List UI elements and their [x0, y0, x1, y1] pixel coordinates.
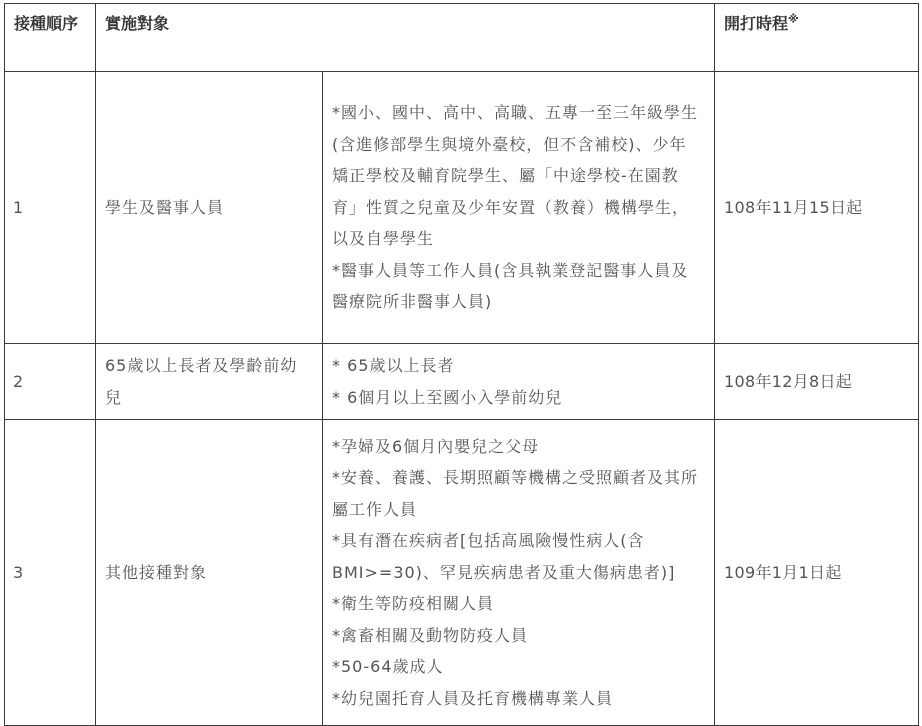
row-start-date: 108年12月8日起 [715, 344, 919, 420]
row-group: 其他接種對象 [96, 420, 323, 726]
target-item: *50-64歲成人 [332, 657, 444, 677]
row-start-date: 109年1月1日起 [715, 420, 919, 726]
target-item: *幼兒園托育人員及托育機構專業人員 [332, 688, 614, 708]
target-item: *國小、國中、高中、高職、五專一至三年級學生(含進修部學生與境外臺校，但不含補校)、少年矯正學校及輔育院學生、屬「中途學校-在園教育」性質之兒童及少年安置（教養）機構學生，以及自學學生 [332, 103, 699, 249]
row-targets [323, 72, 715, 344]
row-order: 1 [5, 72, 96, 344]
table-header-row [5, 4, 919, 72]
target-item: *具有潛在疾病者[包括高風險慢性病人(含BMI>=30)、罕見疾病患者及重大傷病患者)] [332, 531, 676, 582]
vaccination-schedule-table [4, 3, 919, 726]
table-row [5, 420, 919, 726]
row-targets [323, 420, 715, 726]
target-item: *安養、養護、長期照顧等機構之受照顧者及其所屬工作人員 [332, 468, 699, 519]
header-order: 接種順序 [5, 4, 96, 72]
table-row [5, 72, 919, 344]
row-order: 2 [5, 344, 96, 420]
header-target: 實施對象 [96, 4, 715, 72]
table-row [5, 344, 919, 420]
header-schedule [715, 4, 919, 72]
target-item: *孕婦及6個月內嬰兒之父母 [332, 436, 540, 456]
reference-mark: ※ [788, 12, 799, 26]
target-item: * 6個月以上至國小入學前幼兒 [332, 387, 563, 407]
row-group: 65歲以上長者及學齡前幼兒 [96, 344, 323, 420]
target-item: *醫事人員等工作人員(含具執業登記醫事人員及醫療院所非醫事人員) [332, 260, 689, 312]
row-group: 學生及醫事人員 [96, 72, 323, 344]
row-targets [323, 344, 715, 420]
row-order: 3 [5, 420, 96, 726]
target-item: *衛生等防疫相關人員 [332, 594, 495, 614]
header-schedule-label: 開打時程 [724, 14, 789, 33]
row-start-date: 108年11月15日起 [715, 72, 919, 344]
target-item: *禽畜相關及動物防疫人員 [332, 625, 529, 645]
target-item: * 65歲以上長者 [332, 356, 455, 375]
